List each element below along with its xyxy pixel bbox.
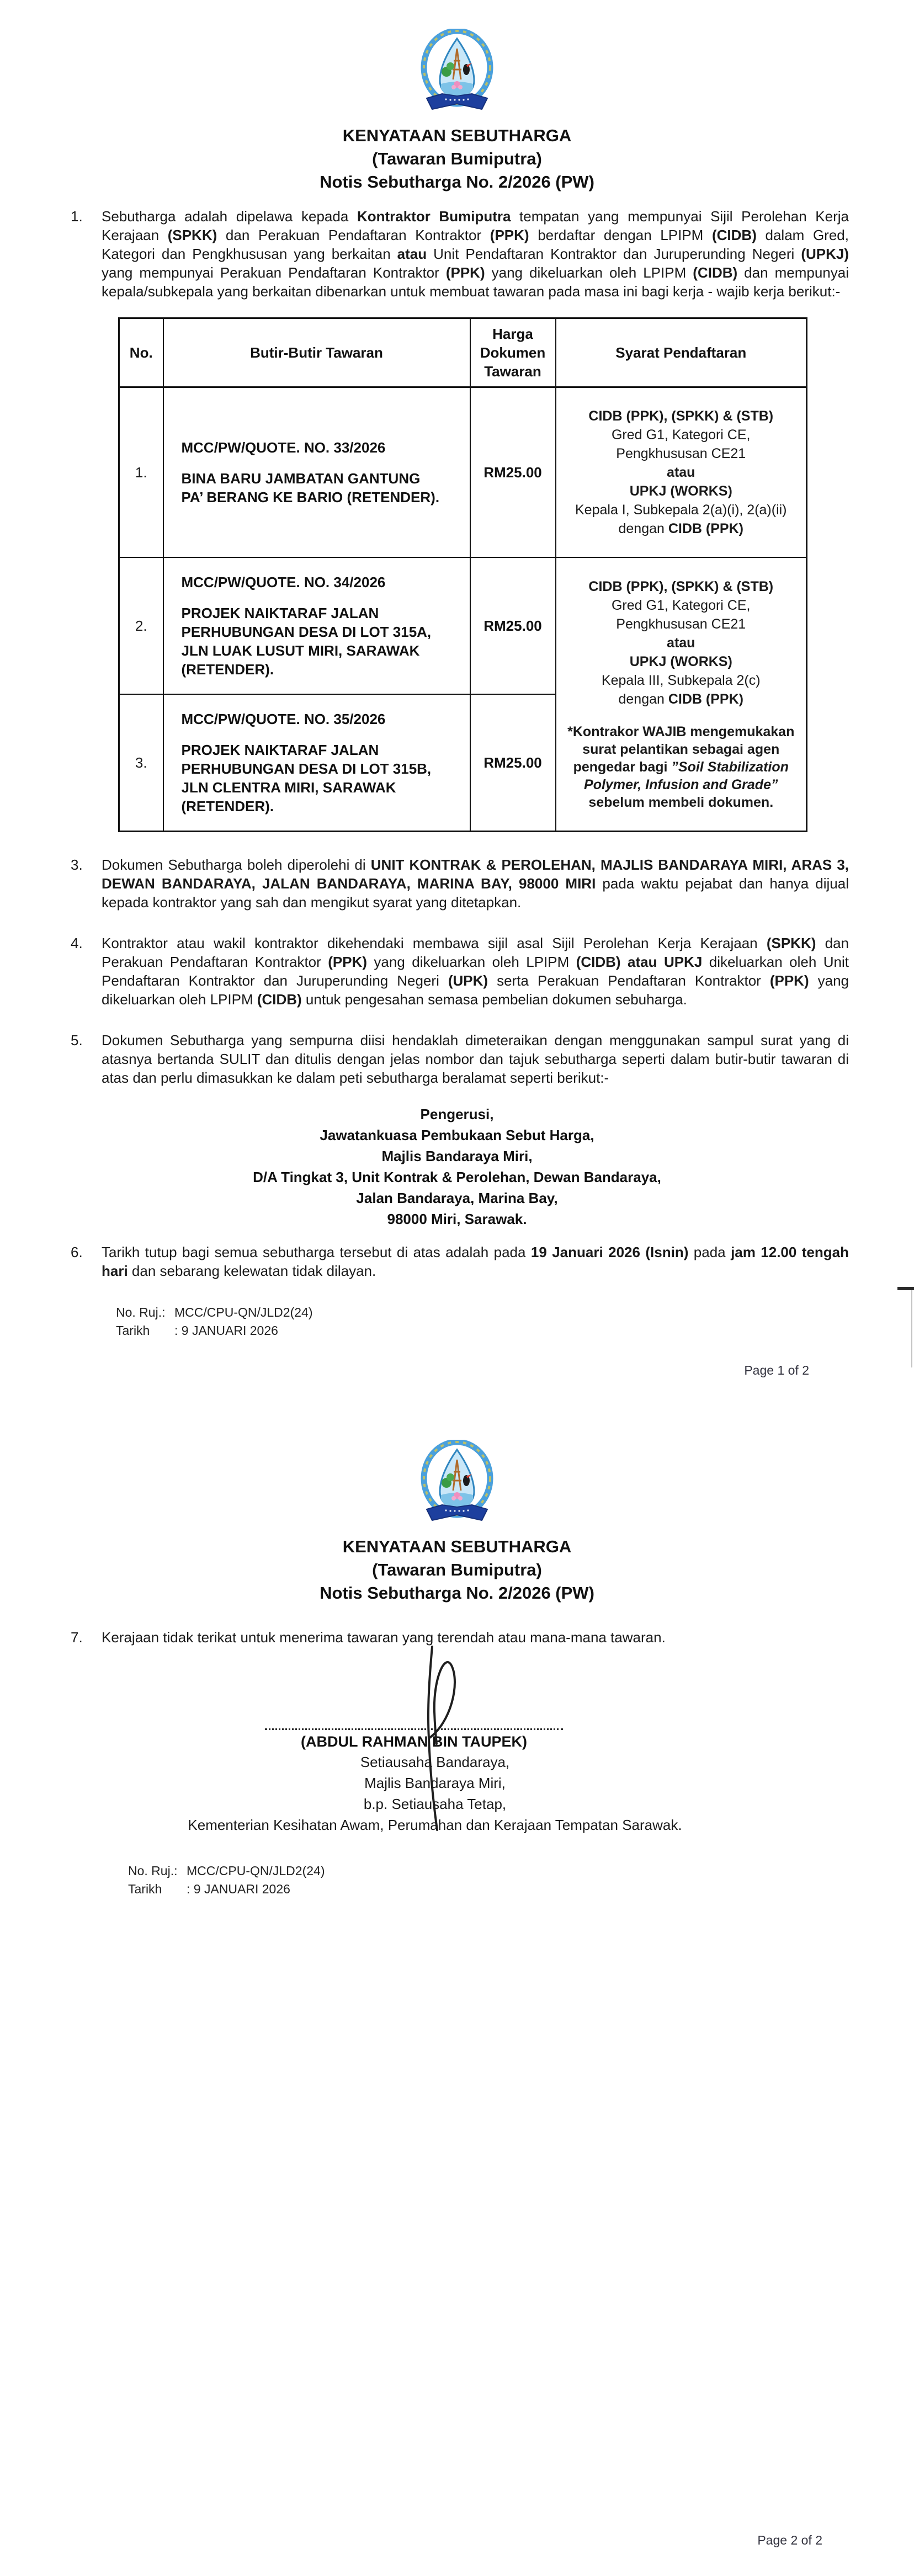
submission-address-block: Pengerusi, Jawatankuasa Pembukaan Sebut Harga, Majlis Bandaraya Miri, D/A Tingkat 3, Unit Kontrak & Perolehan, Dewan Bandaraya, Jalan Bandaraya, Marina Bay, 98000 Miri, Sarawak. [253, 1106, 661, 1227]
row-3-project-title: PROJEK NAIKTARAF JALAN PERHUBUNGAN DESA DI LOT 315B, JLN CLENTRA MIRI, SARAWAK (RETENDER). [181, 742, 432, 815]
column-header-butir: Butir-Butir Tawaran [163, 318, 470, 387]
rows-2-3-registration-requirements [556, 557, 807, 832]
row-3-no: 3. [119, 694, 163, 832]
reference-block-page-2 [128, 1862, 914, 1898]
row-1-document-price: RM25.00 [470, 387, 556, 558]
reference-number-label-page-2: No. Ruj.: [128, 1864, 178, 1878]
reference-date-value: : 9 JANUARI 2026 [174, 1323, 278, 1338]
column-header-syarat: Syarat Pendaftaran [556, 318, 807, 387]
reference-number-label: No. Ruj.: [116, 1305, 166, 1319]
clause-7-number: 7. [71, 1629, 83, 1646]
row-2-project-title: PROJEK NAIKTARAF JALAN PERHUBUNGAN DESA DI LOT 315A, JLN LUAK LUSUT MIRI, SARAWAK (RETENDER). [181, 605, 432, 678]
clause-7 [71, 1628, 849, 1647]
reference-number-line-page-2 [128, 1862, 914, 1880]
clause-3-text: Dokumen Sebutharga boleh diperolehi di UNIT KONTRAK & PEROLEHAN, MAJLIS BANDARAYA MIRI, ARAS 3, DEWAN BANDARAYA, JALAN BANDARAYA, MARINA BAY, 98000 MIRI pada waktu pejabat dan hanya dijual kepada kontraktor yang sah dan mengikut syarat yang ditetapkan. [102, 856, 849, 911]
clause-3-number: 3. [71, 856, 83, 873]
clause-4-text: Kontraktor atau wakil kontraktor dikehendaki membawa sijil asal Sijil Perolehan Kerja Kerajaan (SPKK) dan Perakuan Pendaftaran Kontraktor (PPK) yang dikeluarkan oleh LPIPM (CIDB) atau UPKJ dikeluarkan oleh Unit Pendaftaran Kontraktor dan Juruperunding Negeri (UPK) serta Perakuan Pendaftaran Kontraktor (PPK) yang dikeluarkan oleh LPIPM (CIDB) untuk pengesahan semasa pembelian dokumen sebuharga. [102, 935, 849, 1008]
reference-date-label-page-2: Tarikh [128, 1882, 162, 1896]
reference-number-value: MCC/CPU-QN/JLD2(24) [174, 1305, 313, 1319]
rows-2-3-requirement-lines: CIDB (PPK), (SPKK) & (STB) Gred G1, Kategori CE, Pengkhususan CE21 atau UPKJ (WORKS) Kepala III, Subkepala 2(c) dengan CIDB (PPK) [588, 579, 774, 707]
document-title-block-page-2 [0, 1535, 914, 1605]
signature-block [115, 1728, 799, 1835]
scan-artifact-edge-line [911, 1290, 912, 1367]
row-2-details [163, 557, 470, 694]
document-subtitle: (Tawaran Bumiputra) [372, 149, 542, 168]
clause-3 [71, 855, 849, 912]
miri-city-council-crest-logo [416, 0, 498, 121]
clause-4 [71, 934, 849, 1009]
clause-7-text: Kerajaan tidak terikat untuk menerima tawaran yang terendah atau mana-mana tawaran. [102, 1629, 666, 1646]
row-2-no: 2. [119, 557, 163, 694]
document-title-page-2: KENYATAAN SEBUTHARGA [342, 1537, 572, 1556]
document-title-block [0, 124, 914, 194]
clause-4-number: 4. [71, 935, 83, 951]
page-2 [0, 1409, 914, 1898]
row-1-project-title: BINA BARU JAMBATAN GANTUNG PA’ BERANG KE BARIO (RETENDER). [181, 470, 440, 505]
reference-date-line [116, 1322, 914, 1340]
row-1-registration-requirements [556, 387, 807, 558]
city-crest-icon [416, 29, 498, 117]
row-3-details [163, 694, 470, 832]
row-1-details [163, 387, 470, 558]
tender-row-1 [119, 387, 807, 558]
signatory-name: (ABDUL RAHMAN BIN TAUPEK) [301, 1733, 527, 1750]
clause-1 [71, 207, 849, 301]
city-crest-icon [416, 1440, 498, 1528]
column-header-harga: Harga Dokumen Tawaran [470, 318, 556, 387]
reference-number-line [116, 1303, 914, 1322]
clause-5-text: Dokumen Sebutharga yang sempurna diisi hendaklah dimeteraikan dengan menggunakan sampul surat yang di atasnya bertanda SULIT dan ditulis dengan jelas nombor dan tajuk sebutharga seperti dalam butir-butir tawaran di atas dan perlu dimasukkan ke dalam peti sebutharga beralamat seperti berikut:- [102, 1032, 849, 1086]
tender-table [118, 317, 807, 832]
signature-line-area [259, 1728, 568, 1750]
column-header-no: No. [119, 318, 163, 387]
page-2-footer: Page 2 of 2 [757, 2533, 822, 2547]
clause-5-number: 5. [71, 1032, 83, 1049]
clause-6-number: 6. [71, 1244, 83, 1260]
row-1-quote-number: MCC/PW/QUOTE. NO. 33/2026 [181, 439, 386, 456]
document-subtitle-page-2: (Tawaran Bumiputra) [372, 1560, 542, 1579]
notice-number-page-2: Notis Sebutharga No. 2/2026 (PW) [320, 1583, 594, 1603]
miri-city-council-crest-logo-page-2 [416, 1409, 498, 1532]
clause-5 [71, 1031, 849, 1087]
clause-6-text: Tarikh tutup bagi semua sebutharga tersebut di atas adalah pada 19 Januari 2026 (Isnin) pada jam 12.00 tengah hari dan sebarang kelewatan tidak dilayan. [102, 1244, 849, 1279]
document-title: KENYATAAN SEBUTHARGA [342, 126, 572, 145]
row-3-document-price: RM25.00 [470, 694, 556, 832]
reference-block-page-1 [116, 1303, 914, 1340]
row-1-requirement-lines: CIDB (PPK), (SPKK) & (STB) Gred G1, Kategori CE, Pengkhususan CE21 atau UPKJ (WORKS) Kepala I, Subkepala 2(a)(i), 2(a)(ii) dengan CIDB (PPK) [575, 408, 787, 536]
clause-6 [71, 1243, 849, 1280]
reference-number-value-page-2: MCC/CPU-QN/JLD2(24) [187, 1864, 325, 1878]
row-2-quote-number: MCC/PW/QUOTE. NO. 34/2026 [181, 574, 386, 590]
tender-row-2 [119, 557, 807, 694]
reference-date-value-page-2: : 9 JANUARI 2026 [187, 1882, 290, 1896]
reference-date-label: Tarikh [116, 1323, 150, 1338]
tender-table-header-row [119, 318, 807, 387]
agent-appointment-note: *Kontrakor WAJIB mengemukakan surat pelantikan sebagai agen pengedar bagi ”Soil Stabilization Polymer, Infusion and Grade” sebelum membeli dokumen. [567, 724, 795, 810]
page-1-footer: Page 1 of 2 [744, 1363, 809, 1377]
clause-1-text: Sebutharga adalah dipelawa kepada Kontraktor Bumiputra tempatan yang mempunyai Sijil Perolehan Kerja Kerajaan (SPKK) dan Perakuan Pendaftaran Kontraktor (PPK) berdaftar dengan LPIPM (CIDB) dalam Gred, Kategori dan Pengkhususan yang berkaitan atau Unit Pendaftaran Kontraktor dan Juruperunding Negeri (UPKJ) yang mempunyai Perakuan Pendaftaran Kontraktor (PPK) yang dikeluarkan oleh LPIPM (CIDB) dan mempunyai kepala/subkepala yang berkaitan dibenarkan untuk membuat tawaran pada masa ini bagi kerja - wajib kerja berikut:- [102, 208, 849, 300]
signatory-titles: Setiausaha Bandaraya, Majlis Bandaraya Miri, b.p. Setiausaha Tetap, Kementerian Kesihatan Awam, Perumahan dan Kerajaan Tempatan Sarawak. [188, 1754, 682, 1833]
row-1-no: 1. [119, 387, 163, 558]
row-2-document-price: RM25.00 [470, 557, 556, 694]
notice-number: Notis Sebutharga No. 2/2026 (PW) [320, 172, 594, 191]
row-3-quote-number: MCC/PW/QUOTE. NO. 35/2026 [181, 711, 386, 727]
reference-date-line-page-2 [128, 1880, 914, 1898]
clause-1-number: 1. [71, 208, 83, 225]
